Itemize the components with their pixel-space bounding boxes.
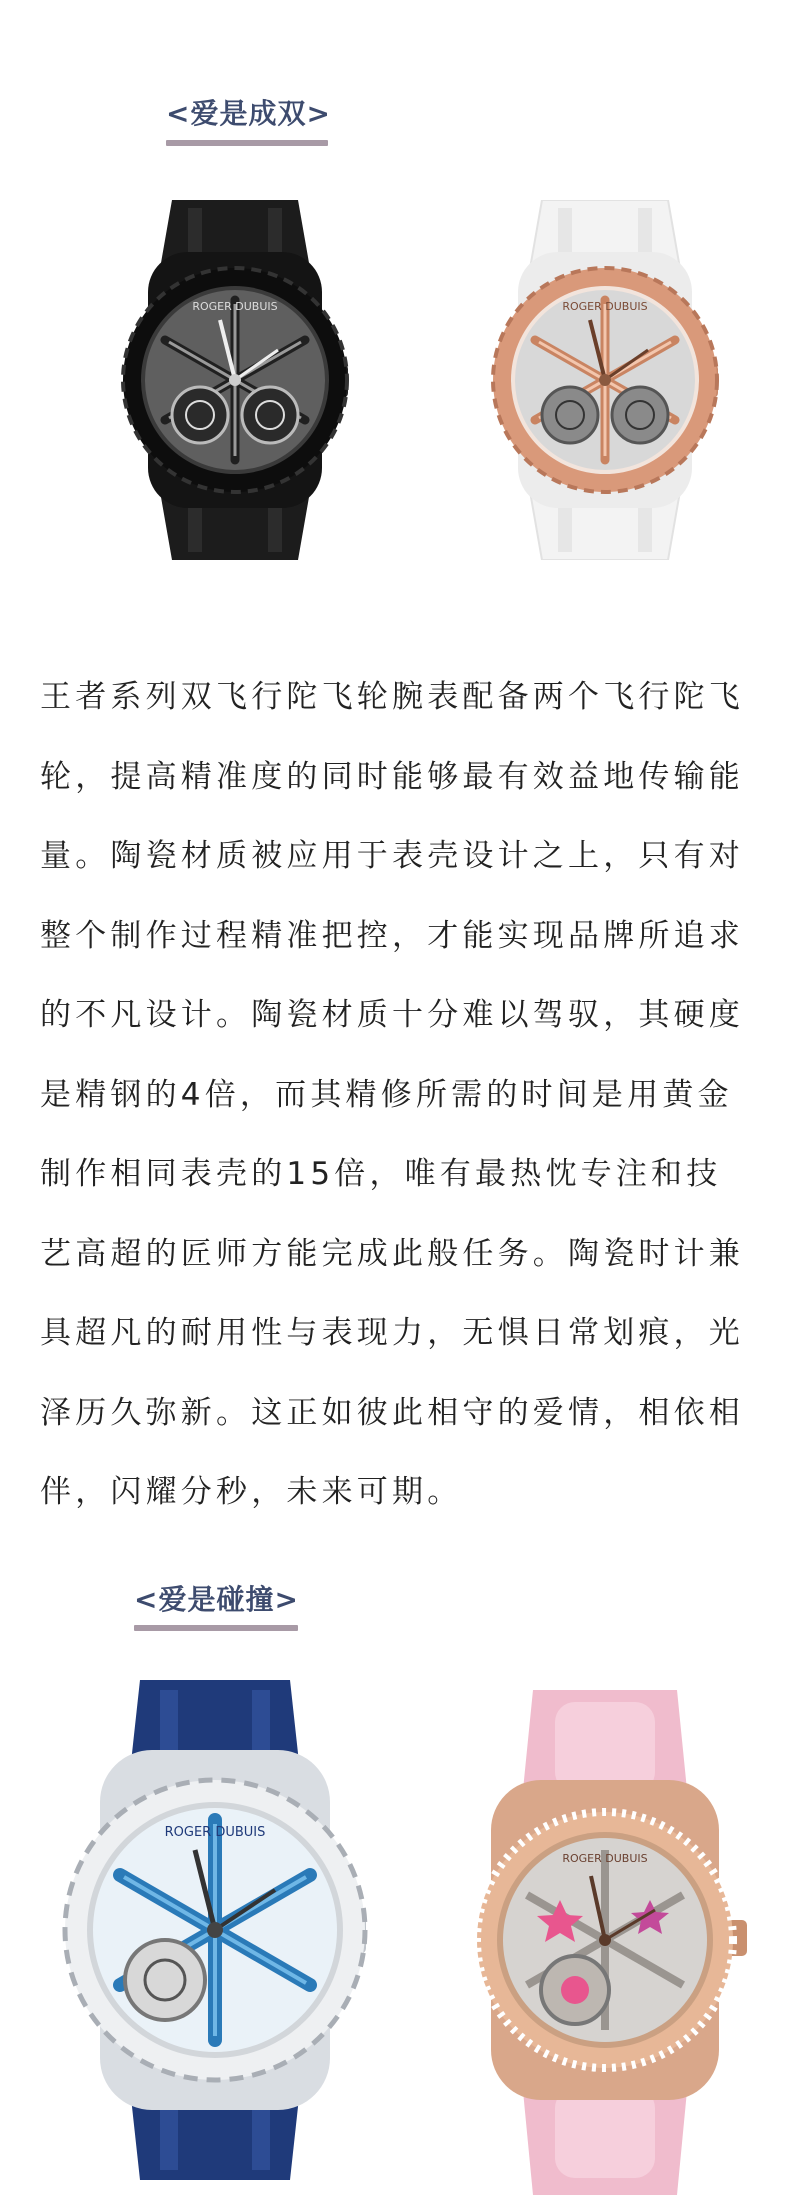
svg-text:ROGER DUBUIS: ROGER DUBUIS [562,1852,648,1865]
title-underline [134,1625,298,1631]
paragraph-line: 艺高超的匠师方能完成此般任务。陶瓷时计兼 [40,1235,744,1272]
watch-image-white-rose-gold [470,200,740,560]
paragraph-line: 的不凡设计。陶瓷材质十分难以驾驭，其硬度 [40,997,744,1033]
paragraph-line: 量。陶瓷材质被应用于表壳设计之上，只有对 [40,838,744,874]
paragraph-line: 整个制作过程精准把控，才能实现品牌所追求 [40,917,744,954]
article-paragraph [40,658,765,1533]
title-underline [166,140,328,146]
paragraph-line: 具超凡的耐用性与表现力，无惧日常划痕，光 [40,1315,744,1351]
paragraph-line: 制作相同表壳的15倍，唯有最热忱专注和技 [40,1156,722,1192]
svg-text:ROGER DUBUIS: ROGER DUBUIS [192,300,278,313]
section-title: <爱是成双> [166,97,331,130]
watch-image-pink-diamond [455,1690,755,2195]
paragraph-line: 王者系列双飞行陀飞轮腕表配备两个飞行陀飞 [40,679,744,715]
paragraph-line: 伴，闪耀分秒，未来可期。 [40,1474,463,1510]
paragraph-line: 轮，提高精准度的同时能够最有效益地传输能 [40,758,744,795]
section-title: <爱是碰撞> [134,1583,299,1616]
watch-image-blue-titanium [40,1680,390,2180]
paragraph-line: 泽历久弥新。这正如彼此相守的爱情，相依相 [40,1394,744,1431]
svg-text:ROGER DUBUIS: ROGER DUBUIS [562,300,648,313]
watch-image-black-ceramic [100,200,370,560]
paragraph-line: 是精钢的4倍，而其精修所需的时间是用黄金 [40,1076,733,1113]
svg-text:ROGER DUBUIS: ROGER DUBUIS [164,1825,266,1840]
